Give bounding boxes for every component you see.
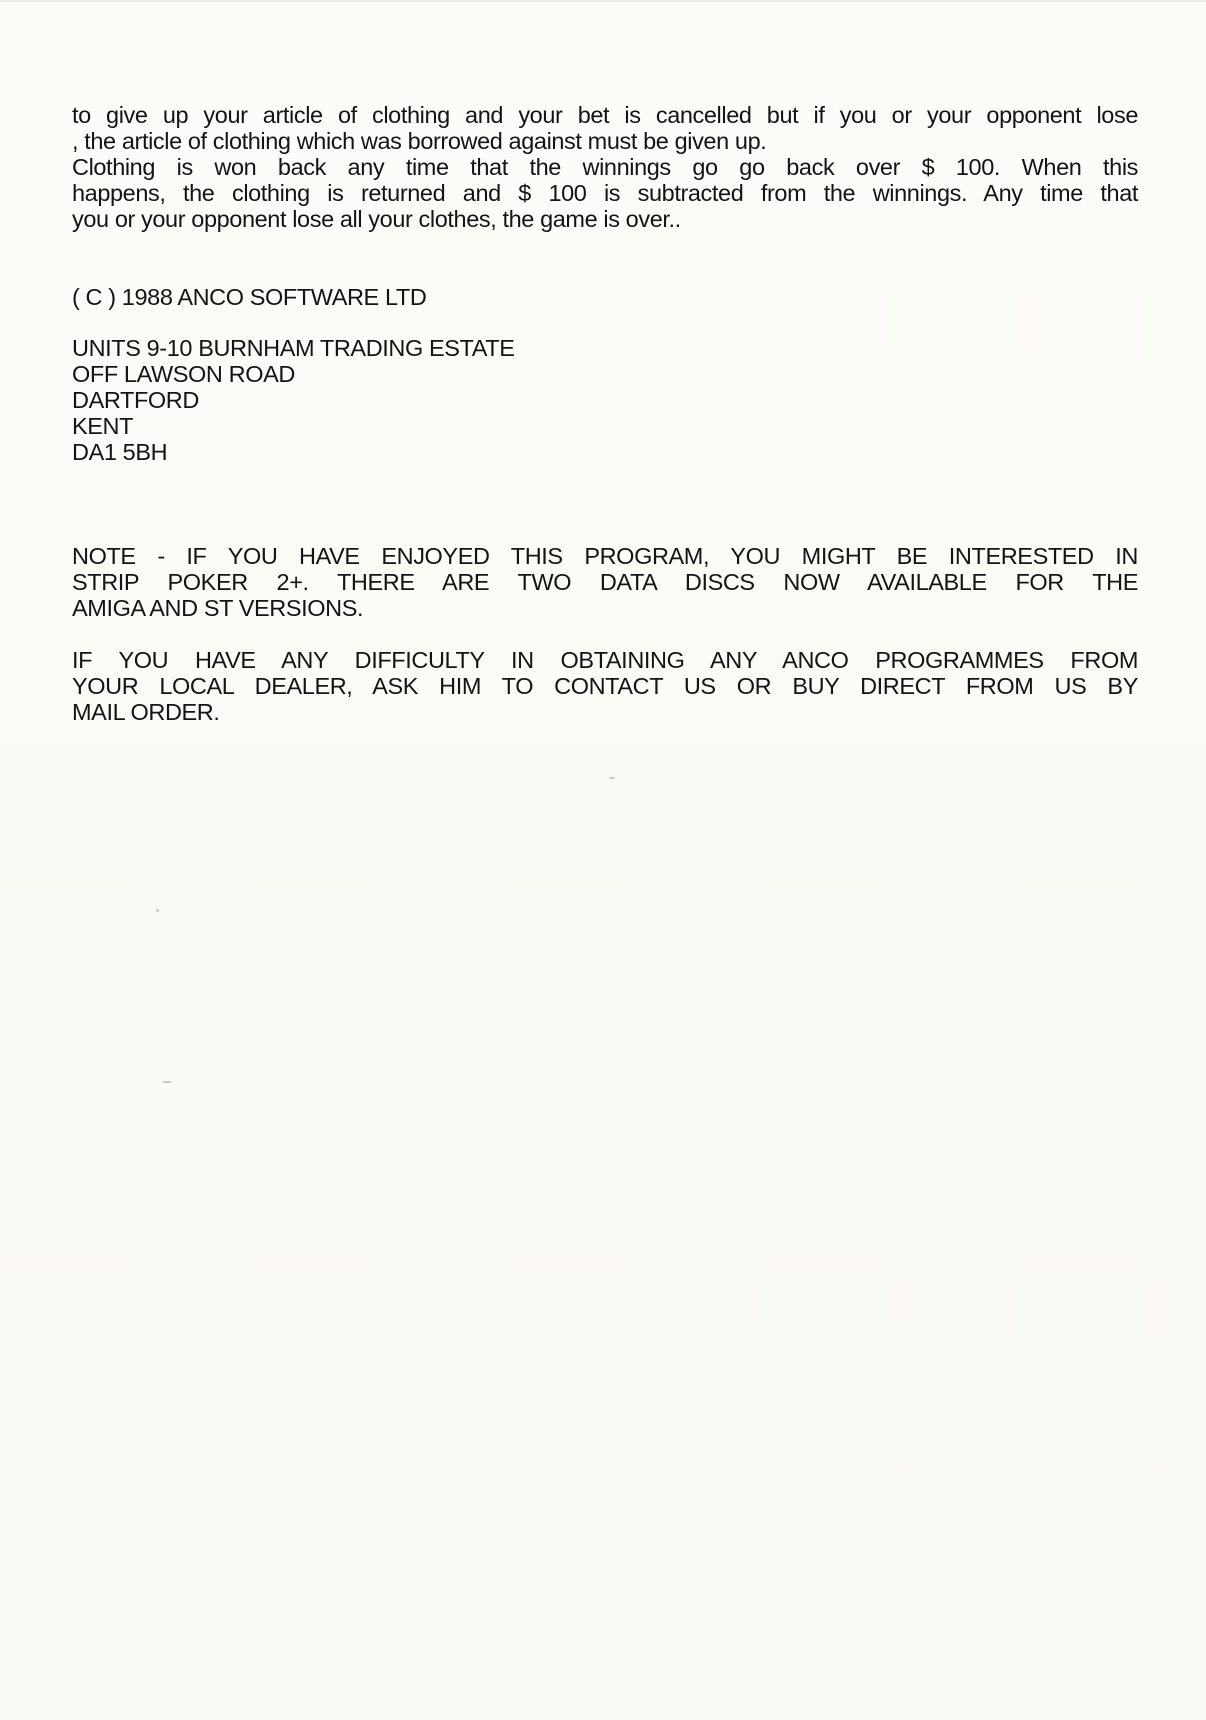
rules-line: , the article of clothing which was borrowed against must be given up. [72, 128, 767, 154]
dealer-line: YOUR LOCAL DEALER, ASK HIM TO CONTACT US OR BUY DIRECT FROM US BY [72, 673, 1138, 699]
dealer-paragraph [72, 647, 1138, 725]
address-line: OFF LAWSON ROAD [72, 361, 295, 387]
note-line: STRIP POKER 2+. THERE ARE TWO DATA DISCS NOW AVAILABLE FOR THE [72, 569, 1138, 595]
rules-line: to give up your article of clothing and your bet is cancelled but if you or your opponent lose [72, 102, 1138, 128]
address-line: DA1 5BH [72, 439, 168, 465]
company-address [72, 335, 1138, 465]
paper-speck [156, 909, 159, 912]
copyright-notice [72, 284, 1138, 310]
note-line: AMIGA AND ST VERSIONS. [72, 595, 364, 621]
rules-line: you or your opponent lose all your clothes, the game is over.. [72, 206, 681, 232]
page-top-edge [0, 0, 1206, 2]
paper-speck [609, 777, 615, 779]
address-line: UNITS 9-10 BURNHAM TRADING ESTATE [72, 335, 515, 361]
address-line: KENT [72, 413, 134, 439]
rules-line: Clothing is won back any time that the winnings go go back over $ 100. When this [72, 154, 1138, 180]
address-line: DARTFORD [72, 387, 199, 413]
rules-paragraph [72, 102, 1138, 232]
note-paragraph [72, 543, 1138, 621]
rules-line: happens, the clothing is returned and $ 100 is subtracted from the winnings. Any time that [72, 180, 1138, 206]
dealer-line: IF YOU HAVE ANY DIFFICULTY IN OBTAINING ANY ANCO PROGRAMMES FROM [72, 647, 1138, 673]
note-line: NOTE - IF YOU HAVE ENJOYED THIS PROGRAM, YOU MIGHT BE INTERESTED IN [72, 543, 1138, 569]
paper-speck [162, 1081, 172, 1083]
dealer-line: MAIL ORDER. [72, 699, 220, 725]
copyright-text: ( C ) 1988 ANCO SOFTWARE LTD [72, 284, 427, 310]
